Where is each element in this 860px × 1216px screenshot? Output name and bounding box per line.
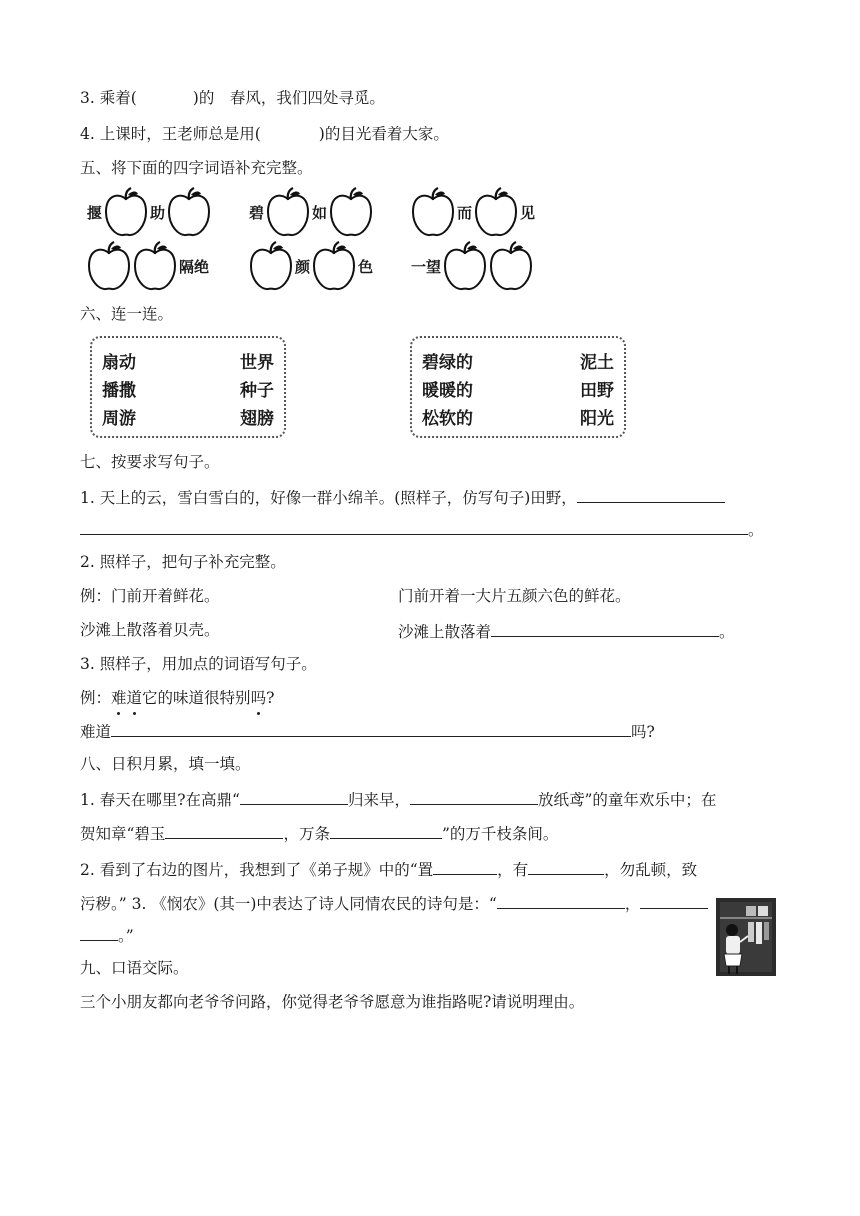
matching-row [92, 404, 284, 432]
section-7-q2-task-text: 沙滩上散落着 [398, 623, 492, 641]
idiom-3 [410, 186, 536, 238]
matching-row [412, 404, 624, 432]
section-7-q3-example-prefix: 例： [80, 689, 112, 707]
closet-picture-icon [712, 896, 780, 978]
poem-blank[interactable] [433, 858, 497, 875]
section-8-q2-text-c: ，勿乱顿，致 [604, 861, 698, 879]
section-8-q2-line3 [80, 924, 134, 946]
dotted-char: 吗 [250, 689, 267, 707]
poem-blank[interactable] [240, 788, 348, 805]
matching-box-1 [90, 336, 286, 438]
section-7-q2-task-right [398, 620, 735, 642]
section-7-q2-example-right: 门前开着一大片五颜六色的鲜花。 [398, 587, 631, 605]
section-8-q1-text-f: ”的万千枝条间。 [441, 825, 559, 843]
idiom-5 [248, 240, 374, 292]
poem-blank[interactable] [497, 892, 625, 909]
idiom-2-char-3: 如 [312, 203, 328, 222]
match-left-item[interactable]: 暖暖的 [422, 381, 473, 401]
match-left-item[interactable]: 周游 [102, 409, 136, 429]
section-8-q2-line2 [80, 892, 708, 914]
idiom-6-chars-start: 一望 [411, 257, 442, 276]
section-7-q3-task-start: 难道 [80, 723, 112, 741]
apple-blank-icon[interactable] [248, 240, 294, 292]
match-left-item[interactable]: 播撒 [102, 381, 136, 401]
section-8-q2-text-a: 2. 看到了右边的图片，我想到了《弟子规》中的“置 [80, 861, 434, 879]
apple-blank-icon[interactable] [410, 186, 456, 238]
poem-blank[interactable] [165, 822, 283, 839]
section-7-q1-end: 。 [748, 521, 764, 539]
section-9-title: 九、口语交际。 [80, 959, 189, 977]
section-7-q3-example-end: ? [266, 689, 275, 707]
matching-row [412, 348, 624, 376]
idiom-4 [86, 240, 210, 292]
section-8-q2-text-f: 。” [118, 927, 134, 945]
section-6-title: 六、连一连。 [80, 305, 174, 323]
section-7-q2-task-left: 沙滩上散落着贝壳。 [80, 621, 220, 639]
section-7-title: 七、按要求写句子。 [80, 453, 220, 471]
section-7-q1-text: 1. 天上的云，雪白雪白的，好像一群小绵羊。(照样子，仿写句子)田野， [80, 489, 577, 507]
poem-blank[interactable] [410, 788, 538, 805]
section-7-q2-example-left: 例：门前开着鲜花。 [80, 587, 220, 605]
section-5-title: 五、将下面的四字词语补充完整。 [80, 159, 313, 177]
dotted-char: 难 [111, 689, 127, 707]
section-7-q2-task-end: 。 [719, 623, 735, 641]
section-9-question: 三个小朋友都向老爷爷问路，你觉得老爷爷愿意为谁指路呢?请说明理由。 [80, 993, 585, 1011]
section-8-q2-text-e: ， [624, 895, 641, 913]
poem-blank[interactable] [330, 822, 442, 839]
section-8-q2-text-b: ，有 [497, 861, 529, 879]
matching-box-2 [410, 336, 626, 438]
question-3-prefix: 3. 乘着( [80, 89, 137, 107]
idiom-3-char-4: 见 [520, 203, 536, 222]
apple-blank-icon[interactable] [103, 186, 149, 238]
dotted-char: 道 [126, 689, 143, 707]
question-3-suffix: )的 春风，我们四处寻觅。 [192, 89, 385, 107]
apple-blank-icon[interactable] [311, 240, 357, 292]
question-4-line [80, 124, 449, 144]
match-left-item[interactable]: 扇动 [102, 353, 136, 373]
question-3-line [80, 88, 385, 108]
section-8-q1-line2 [80, 822, 558, 844]
section-7-q2-title: 2. 照样子，把句子补充完整。 [80, 553, 286, 571]
question-4-prefix: 4. 上课时，王老师总是用( [80, 125, 261, 143]
section-7-q1-blank[interactable] [577, 486, 725, 503]
idiom-1-char-1: 揠 [87, 203, 103, 222]
section-8-q1-text-d: 贺知章“碧玉 [80, 825, 166, 843]
matching-row [92, 348, 284, 376]
poem-blank[interactable] [80, 924, 118, 941]
apple-blank-icon[interactable] [132, 240, 178, 292]
match-left-item[interactable]: 碧绿的 [422, 353, 473, 373]
apple-blank-icon[interactable] [328, 186, 374, 238]
question-4-suffix: )的目光看着大家。 [318, 125, 449, 143]
match-right-item[interactable]: 田野 [580, 381, 614, 401]
match-right-item[interactable]: 世界 [240, 353, 274, 373]
apple-blank-icon[interactable] [473, 186, 519, 238]
idiom-1 [86, 186, 212, 238]
apple-blank-icon[interactable] [166, 186, 212, 238]
section-7-q3-task [80, 720, 655, 742]
match-right-item[interactable]: 种子 [240, 381, 274, 401]
section-8-q1-text-c: 放纸鸢”的童年欢乐中；在 [537, 791, 717, 809]
section-7-q1-blank-2[interactable] [80, 518, 748, 535]
match-right-item[interactable]: 泥土 [580, 353, 614, 373]
section-7-q3-task-end: 吗? [631, 723, 655, 741]
section-7-q3-example [80, 688, 274, 708]
section-7-q3-example-mid: 它的味道很特别 [142, 689, 251, 707]
idiom-2-char-1: 碧 [249, 203, 265, 222]
section-8-q1-line1 [80, 788, 716, 810]
poem-blank[interactable] [640, 892, 708, 909]
apple-blank-icon[interactable] [488, 240, 534, 292]
apple-blank-icon[interactable] [265, 186, 311, 238]
section-8-q2-line1 [80, 858, 697, 880]
apple-blank-icon[interactable] [442, 240, 488, 292]
matching-row [412, 376, 624, 404]
section-8-title: 八、日积月累，填一填。 [80, 755, 251, 773]
idiom-6 [410, 240, 534, 292]
apple-blank-icon[interactable] [86, 240, 132, 292]
section-8-q1-text-e: ，万条 [283, 825, 330, 843]
section-8-q2-text-d: 污秽。” 3. 《悯农》(其一)中表达了诗人同情农民的诗句是：“ [80, 895, 497, 913]
section-8-q1-text-a: 1. 春天在哪里?在高鼎“ [80, 791, 240, 809]
match-left-item[interactable]: 松软的 [422, 409, 473, 429]
section-8-q1-text-b: 归来早， [347, 791, 410, 809]
matching-row [92, 376, 284, 404]
match-right-item[interactable]: 阳光 [580, 409, 614, 429]
section-7-q3-blank[interactable] [111, 720, 631, 737]
match-right-item[interactable]: 翅膀 [240, 409, 274, 429]
section-7-q2-blank[interactable] [491, 620, 719, 637]
idiom-4-chars-end: 隔绝 [179, 257, 210, 276]
section-7-q3-title: 3. 照样子，用加点的词语写句子。 [80, 655, 317, 673]
idiom-2 [248, 186, 374, 238]
idiom-1-char-3: 助 [150, 203, 166, 222]
idiom-5-char-4: 色 [358, 257, 374, 276]
section-7-q1-line2 [80, 518, 764, 540]
idiom-3-char-2: 而 [457, 203, 473, 222]
poem-blank[interactable] [528, 858, 604, 875]
section-7-q1 [80, 486, 725, 508]
idiom-5-char-2: 颜 [295, 257, 311, 276]
